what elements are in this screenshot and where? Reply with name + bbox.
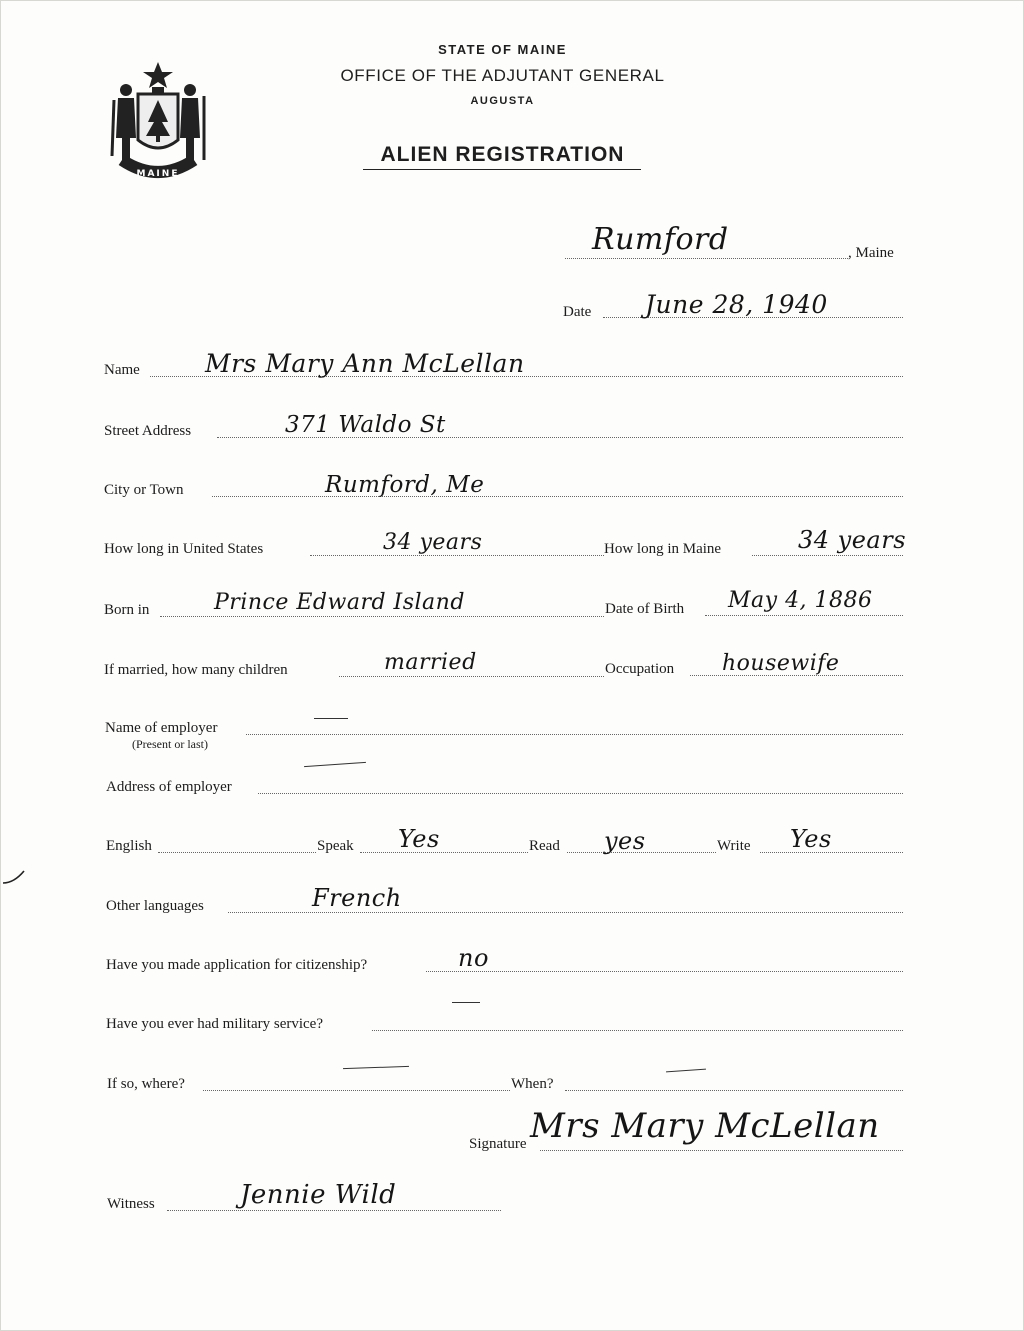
speak-entry: Yes [398, 825, 440, 853]
witness-label: Witness [107, 1196, 155, 1212]
occupation-entry: housewife [722, 651, 840, 676]
date-label: Date [563, 304, 592, 320]
write-label: Write [717, 838, 751, 854]
witness-line [167, 1210, 501, 1211]
maine-label: , Maine [848, 245, 894, 261]
citizenship-entry: no [458, 944, 489, 972]
state-of-maine-seal-icon [104, 60, 212, 182]
married-children-line [339, 676, 604, 677]
date-of-birth-label: Date of Birth [605, 601, 685, 617]
read-entry: yes [604, 827, 646, 855]
date-entry: June 28, 1940 [645, 290, 828, 319]
date-of-birth-line [705, 615, 903, 616]
witness-entry: Jennie Wild [240, 1180, 397, 1210]
street-address-entry: 371 Waldo St [285, 412, 446, 438]
town-entry: Rumford [592, 222, 729, 257]
when-line [565, 1090, 903, 1091]
military-label: Have you ever had military service? [106, 1016, 323, 1032]
born-in-label: Born in [104, 602, 150, 618]
speak-label: Speak [317, 838, 354, 854]
form-title: ALIEN REGISTRATION [380, 143, 625, 166]
other-languages-line [228, 912, 903, 913]
city-or-town-entry: Rumford, Me [325, 472, 485, 498]
employer-name-note: (Present or last) [132, 737, 208, 751]
english-line [158, 852, 316, 853]
how-long-maine-line [752, 555, 903, 556]
how-long-maine-label: How long in Maine [604, 541, 722, 557]
city-heading: AUGUSTA [470, 95, 535, 107]
how-long-maine-entry: 34 years [798, 526, 907, 554]
speak-line [360, 852, 528, 853]
date-of-birth-entry: May 4, 1886 [728, 588, 873, 613]
employer-address-line [258, 793, 903, 794]
town-line [565, 258, 848, 259]
state-heading: STATE OF MAINE [438, 42, 567, 57]
write-entry: Yes [790, 825, 832, 853]
born-in-entry: Prince Edward Island [214, 590, 465, 615]
occupation-label: Occupation [605, 661, 675, 677]
street-address-label: Street Address [104, 423, 192, 439]
employer-name-line [246, 734, 903, 735]
how-long-us-entry: 34 years [383, 530, 483, 555]
employer-name-blank-dash [314, 718, 348, 719]
married-children-entry: married [384, 650, 477, 675]
title-underline [363, 169, 641, 170]
city-or-town-line [212, 496, 903, 497]
other-languages-label: Other languages [106, 898, 204, 914]
military-blank-dash [452, 1002, 480, 1003]
margin-pen-mark [2, 868, 28, 888]
citizenship-label: Have you made application for citizenship? [106, 957, 368, 973]
name-entry: Mrs Mary Ann McLellan [205, 349, 525, 378]
signature-line [540, 1150, 903, 1151]
how-long-us-line [310, 555, 604, 556]
citizenship-line [426, 971, 903, 972]
city-or-town-label: City or Town [104, 482, 184, 498]
employer-address-label: Address of employer [106, 779, 232, 795]
born-in-line [160, 616, 604, 617]
military-line [372, 1030, 903, 1031]
other-languages-entry: French [312, 884, 402, 912]
how-long-us-label: How long in United States [104, 541, 264, 557]
office-heading: OFFICE OF THE ADJUTANT GENERAL [340, 66, 665, 85]
married-children-label: If married, how many children [104, 662, 288, 678]
when-label: When? [511, 1076, 554, 1092]
english-label: English [106, 838, 152, 854]
seal-banner-text: MAINE [136, 169, 180, 179]
employer-name-label: Name of employer [105, 720, 218, 736]
if-so-where-label: If so, where? [107, 1076, 185, 1092]
signature-label: Signature [469, 1136, 527, 1152]
read-label: Read [529, 838, 560, 854]
name-label: Name [104, 362, 140, 378]
if-so-where-line [203, 1090, 510, 1091]
signature-entry: Mrs Mary McLellan [530, 1106, 880, 1146]
